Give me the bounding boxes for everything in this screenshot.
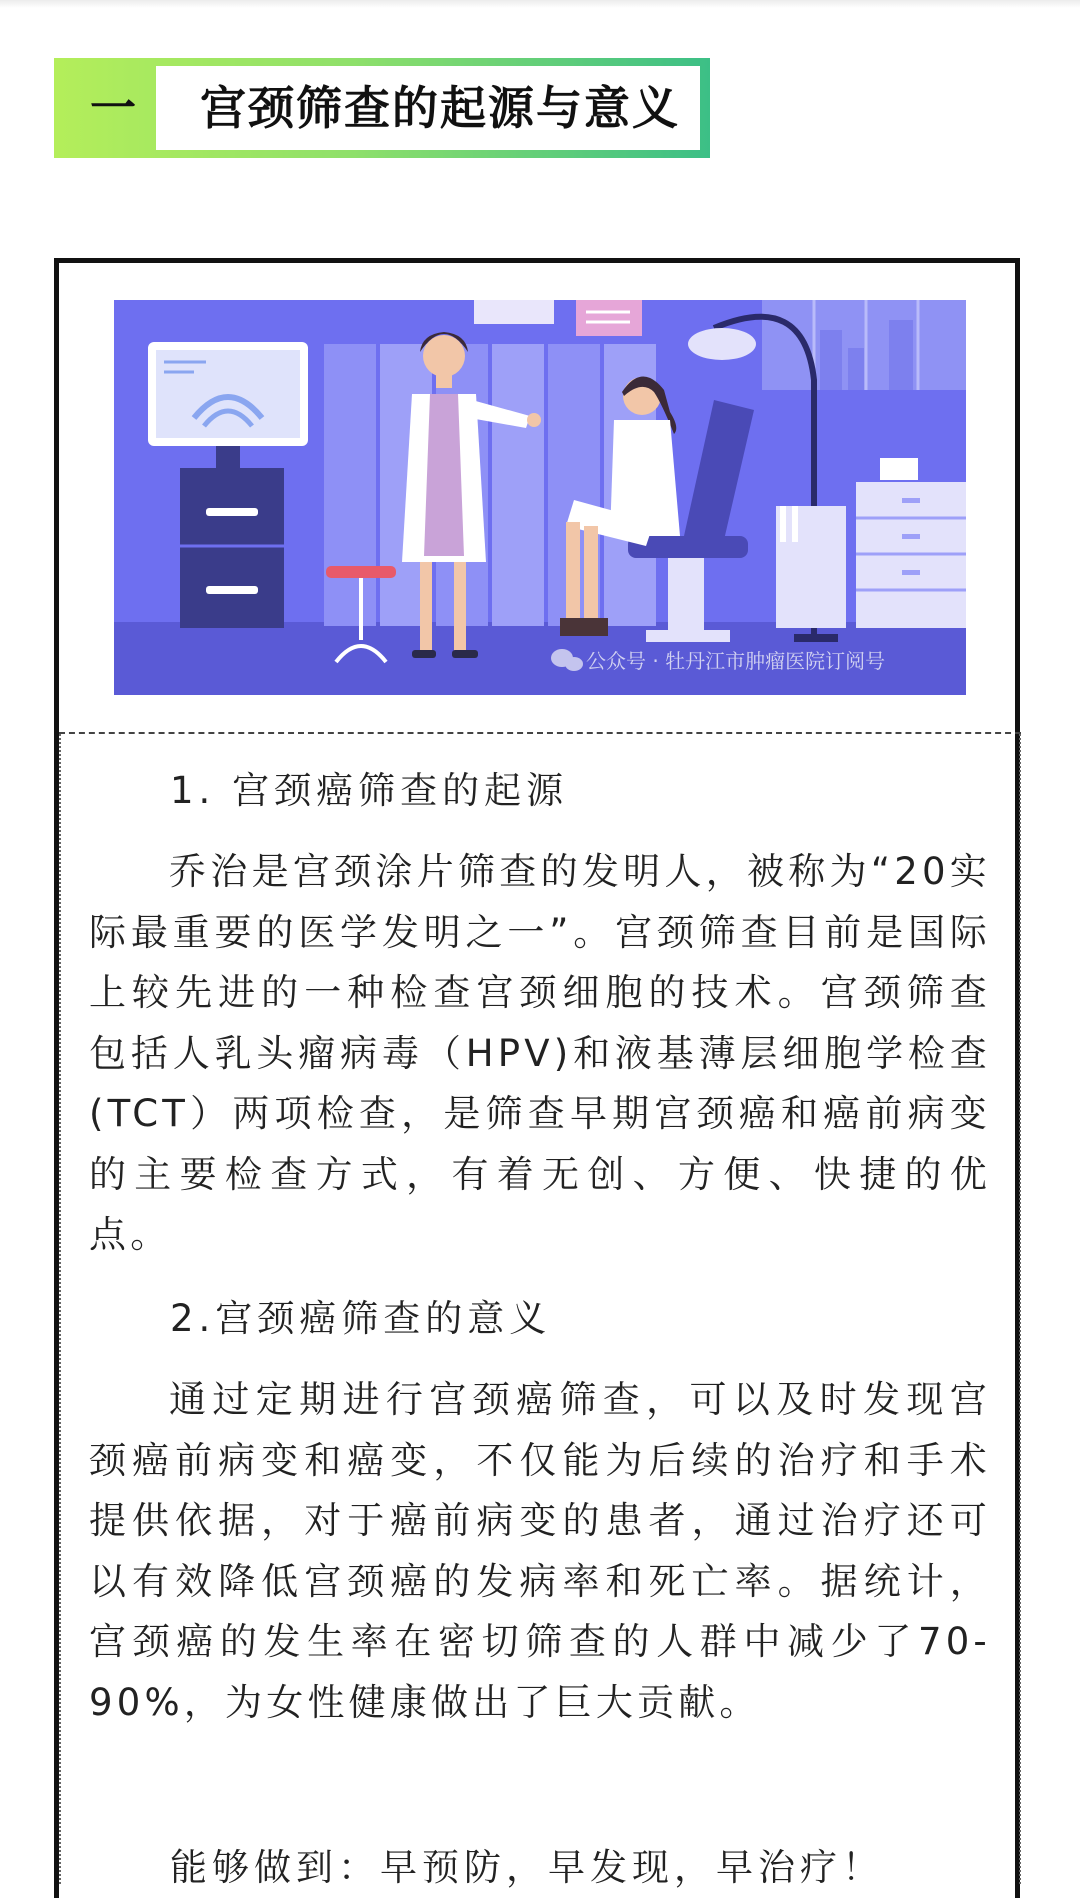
section-title-box bbox=[156, 66, 700, 150]
section-title: 宫颈筛查的起源与意义 bbox=[200, 81, 680, 135]
window bbox=[762, 300, 966, 390]
meaning-heading: 2.宫颈癌筛查的意义 bbox=[170, 1297, 552, 1340]
clinic-illustration bbox=[114, 300, 966, 695]
origin-heading: 1. 宫颈癌筛查的起源 bbox=[170, 769, 569, 812]
slogan: 能够做到：早预防，早发现，早治疗！ bbox=[170, 1846, 884, 1889]
origin-paragraph: 乔治是宫颈涂片筛查的发明人，被称为“20实际最重要的医学发明之一”。宫颈筛查目前是国际上较先进的一种检查宫颈细胞的技术。宫颈筛查包括人乳头瘤病毒（HPV)和液基薄层细胞学检查(TCT）两项检查，是筛查早期宫颈癌和癌前病变的主要检查方式，有着无创、方便、快捷的优点。 bbox=[89, 850, 991, 1256]
poster-left bbox=[474, 300, 554, 324]
meaning-paragraph: 通过定期进行宫颈癌筛查，可以及时发现宫颈癌前病变和癌变，不仅能为后续的治疗和手术提供依据，对于癌前病变的患者，通过治疗还可以有效降低宫颈癌的发病率和死亡率。据统计，宫颈癌的发生率在密切筛查的人群中减少了70-90%，为女性健康做出了巨大贡献。 bbox=[89, 1378, 991, 1724]
section-number: 一 bbox=[90, 81, 136, 135]
watermark-text: 公众号 · 牡丹江市肿瘤医院订阅号 bbox=[586, 649, 886, 673]
top-strip bbox=[0, 0, 1080, 8]
section-header bbox=[54, 58, 710, 158]
poster-right bbox=[576, 300, 642, 336]
cabinet bbox=[180, 468, 284, 628]
